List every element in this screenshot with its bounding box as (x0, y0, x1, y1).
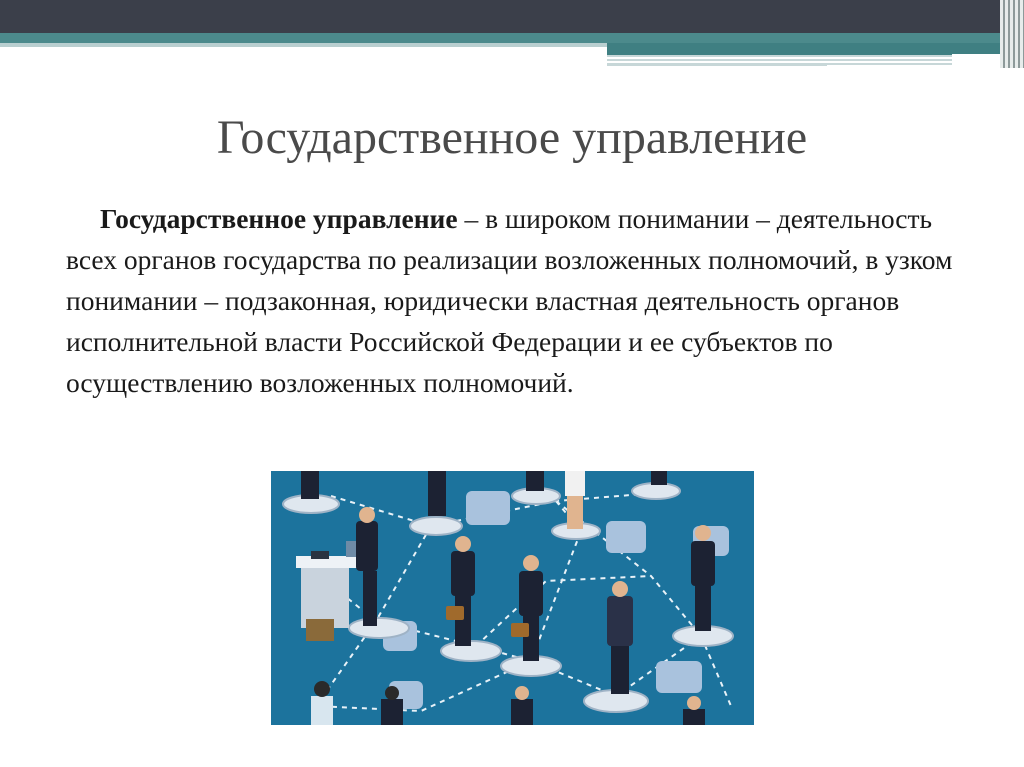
definition-paragraph (66, 198, 986, 403)
people-network-picture (271, 471, 754, 725)
header-band-light (0, 43, 607, 47)
definition-term: Государственное управление (100, 203, 458, 234)
slide-title: Государственное управление (216, 111, 808, 164)
header-band-line (607, 64, 827, 66)
header-band-teal (0, 33, 1024, 43)
header-corner-stripes (1000, 0, 1024, 68)
header-corner-accent (952, 54, 1000, 58)
network-illustration (271, 471, 754, 725)
header-band-dark (0, 0, 1024, 33)
definition-text: – в широком понимании – деятельность всех органов государства по реализации возложенных полномочий, в узком понимании – подзаконная, юридически властная деятельность органов исполнительной власти Российской Федерации и ее субъектов по осуществлению возложенных полномочий. (66, 203, 953, 398)
